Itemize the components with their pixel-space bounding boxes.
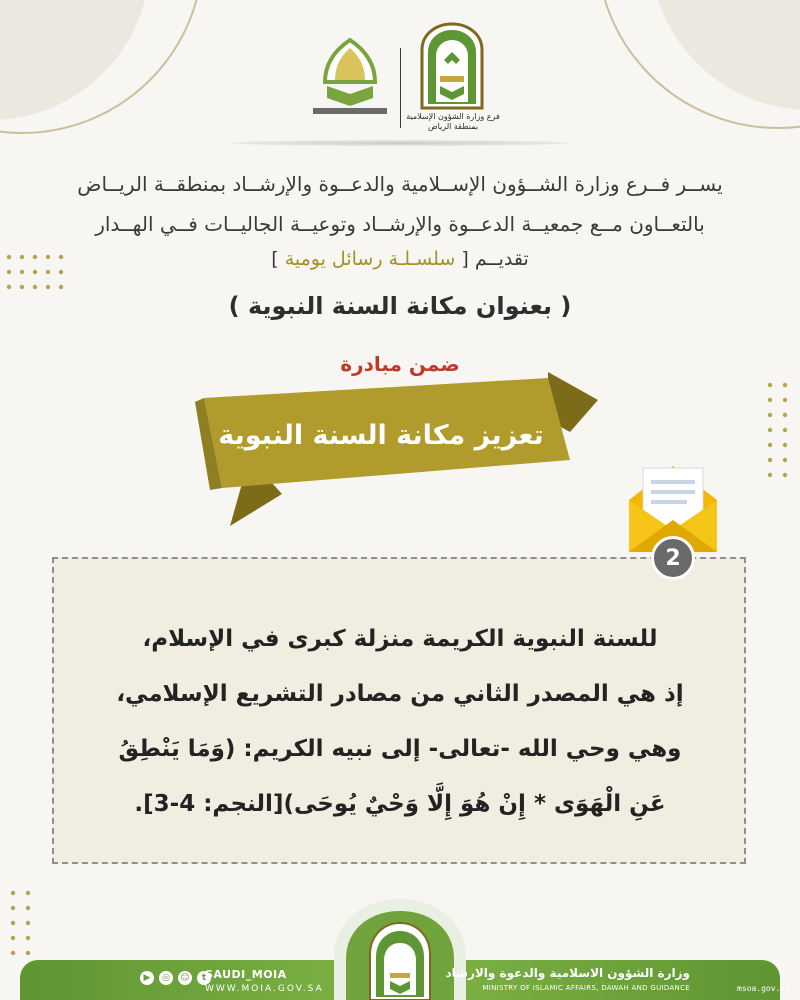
message-number-badge: 2 [651, 536, 695, 580]
dot-pattern-bottom-left [8, 888, 38, 958]
initiative-label: ضمن مبادرة [340, 352, 460, 376]
dot-pattern-right [765, 380, 795, 490]
ministry-branch-caption-line2: بمنطقة الرياض [427, 122, 479, 131]
intro-line-2: بالتعــاون مــع جمعيــة الدعــوة والإرشــاد وتوعيــة الجاليــات فــي الهــدار [95, 212, 705, 236]
ministry-branch-caption-line1: فرع وزارة الشؤون الإسلامية [406, 112, 500, 121]
snapchat-icon[interactable]: ☺ [178, 971, 192, 985]
intro-line-1: يســر فــرع وزارة الشــؤون الإســلامية والدعــوة والإرشــاد بمنطقــة الريــاض [77, 172, 723, 196]
footer-social-icons [140, 971, 211, 985]
intro-presenting: تقديــم [474, 248, 529, 270]
footer-social-handle[interactable]: SAUDI_MOIA [205, 968, 287, 981]
footer-ministry-name-en: MINISTRY OF ISLAMIC AFFAIRS, DAWAH AND GUIDANCE [482, 984, 690, 992]
footer-ministry-emblem [330, 895, 470, 1000]
series-name: سلسـلـة رسائل يومية [284, 248, 456, 270]
initiative-title: تعزيز مكانة السنة النبوية [218, 420, 544, 451]
message-line-3: وهي وحي الله -تعالى- إلى نبيه الكريم: (وَمَا يَنْطِقُ [118, 736, 682, 762]
message-text [70, 612, 730, 832]
youtube-icon[interactable]: ▶ [140, 971, 154, 985]
association-logo [305, 36, 395, 118]
footer-website-link[interactable]: WWW.MOIA.GOV.SA [205, 984, 324, 994]
header-shadow [230, 140, 570, 146]
bracket-close: ] [271, 248, 279, 270]
header-divider [400, 48, 401, 128]
message-line-1: للسنة النبوية الكريمة منزلة كبرى في الإسلام، [142, 626, 658, 652]
bracket-open: [ [461, 248, 469, 270]
footer-ministry-name-ar: وزارة الشؤون الاسلامية والدعوة والارشاد [445, 966, 690, 980]
ministry-branch-caption [405, 112, 501, 132]
instagram-icon[interactable]: ◎ [159, 971, 173, 985]
message-line-2: إذ هي المصدر الثاني من مصادر التشريع الإسلامي، [116, 681, 684, 707]
ministry-emblem [412, 20, 492, 112]
twitter-icon[interactable]: t [197, 971, 211, 985]
message-line-4: عَنِ الْهَوَى * إِنْ هُوَ إِلَّا وَحْيٌ يُوحَى)[النجم: 4-3]. [134, 791, 666, 817]
dot-pattern-left [4, 252, 64, 302]
intro-line-3 [70, 248, 730, 270]
subject-title: ( بعنوان مكانة السنة النبوية ) [228, 292, 572, 320]
header-logos [0, 18, 800, 131]
footer-watermark: msoa.gov.sa [737, 984, 790, 993]
